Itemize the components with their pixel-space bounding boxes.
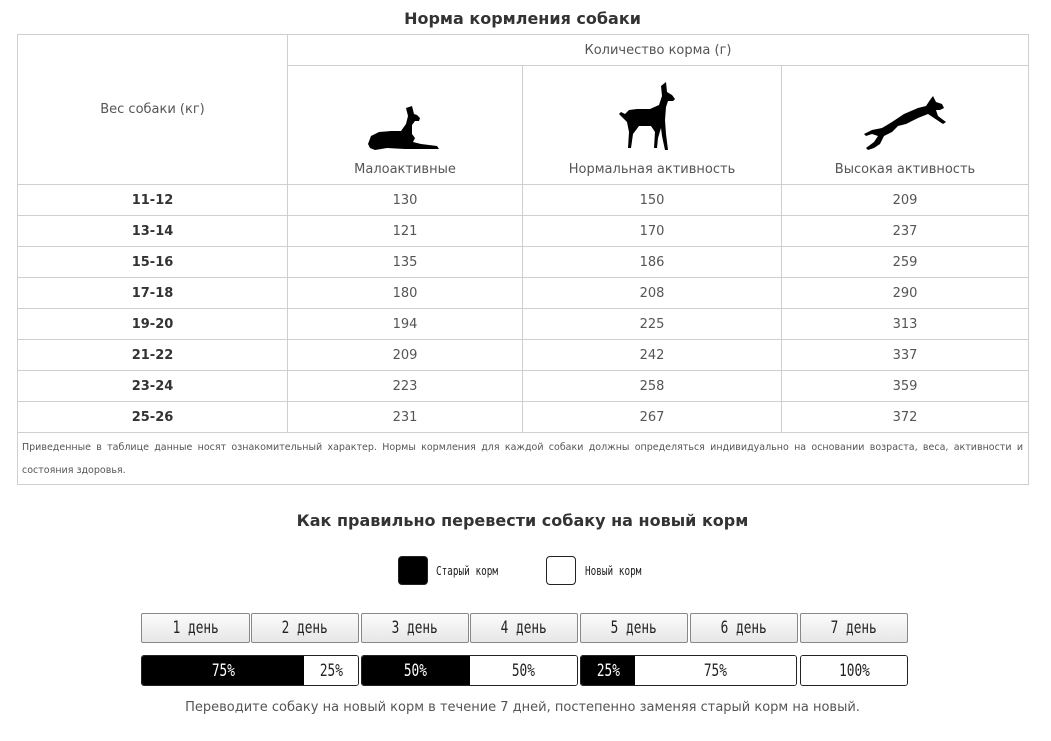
table-note: Приведенные в таблице данные носят ознакомительный характер. Нормы кормления для каждой собаки должны определяться индивидуально на основании возраста, веса, активности и состояния здоровья. xyxy=(18,433,1029,485)
high-cell: 337 xyxy=(782,340,1029,371)
day-label: 6 день xyxy=(720,618,768,638)
table-row xyxy=(18,371,1029,402)
table-row xyxy=(18,309,1029,340)
weight-header: Вес собаки (кг) xyxy=(18,35,288,185)
table-row xyxy=(18,185,1029,216)
activity-high-header xyxy=(782,66,1029,185)
feeding-table-title: Норма кормления собаки xyxy=(404,9,641,28)
old-food-label: Старый корм xyxy=(436,564,498,578)
high-cell: 290 xyxy=(782,278,1029,309)
normal-cell: 208 xyxy=(523,278,782,309)
weight-cell: 21-22 xyxy=(18,340,288,371)
day-label: 7 день xyxy=(830,618,878,638)
activity-normal-header xyxy=(523,66,782,185)
weight-cell: 11-12 xyxy=(18,185,288,216)
new-food-segment xyxy=(635,656,796,685)
table-row xyxy=(18,216,1029,247)
normal-cell: 242 xyxy=(523,340,782,371)
high-cell: 259 xyxy=(782,247,1029,278)
mix-bar-days-3-4 xyxy=(361,655,578,686)
old-pct-label: 25% xyxy=(596,660,620,681)
activity-low-header xyxy=(288,66,523,185)
new-pct-label: 25% xyxy=(319,660,343,681)
old-food-segment xyxy=(581,656,635,685)
day-label: 4 день xyxy=(500,618,548,638)
weight-cell: 19-20 xyxy=(18,309,288,340)
new-food-segment xyxy=(801,656,907,685)
old-pct-label: 75% xyxy=(211,660,235,681)
activity-high-label: Высокая активность xyxy=(834,162,976,177)
transition-title: Как правильно перевести собаку на новый корм xyxy=(296,511,749,530)
normal-cell: 267 xyxy=(523,402,782,433)
new-food-swatch xyxy=(546,556,576,585)
day-button-4[interactable] xyxy=(470,613,578,643)
new-food-segment xyxy=(470,656,578,685)
mix-bar-day-7 xyxy=(800,655,908,686)
low-cell: 194 xyxy=(288,309,523,340)
weight-cell: 15-16 xyxy=(18,247,288,278)
table-row xyxy=(18,402,1029,433)
jumping-dog-icon xyxy=(862,94,948,154)
mix-bar-days-5-6 xyxy=(580,655,797,686)
lying-dog-icon xyxy=(365,104,445,154)
high-cell: 209 xyxy=(782,185,1029,216)
old-pct-label: 50% xyxy=(404,660,428,681)
day-button-1[interactable] xyxy=(141,613,250,643)
day-label: 3 день xyxy=(391,618,439,638)
table-row xyxy=(18,247,1029,278)
old-food-swatch xyxy=(398,556,428,585)
high-cell: 313 xyxy=(782,309,1029,340)
table-row xyxy=(18,340,1029,371)
feeding-table xyxy=(17,34,1029,485)
new-pct-label: 50% xyxy=(511,660,535,681)
normal-cell: 170 xyxy=(523,216,782,247)
transition-footer: Переводите собаку на новый корм в течение 7 дней, постепенно заменяя старый корм на новый. xyxy=(185,700,860,715)
weight-cell: 25-26 xyxy=(18,402,288,433)
new-food-label: Новый корм xyxy=(585,564,642,578)
day-label: 1 день xyxy=(172,618,219,638)
amount-header: Количество корма (г) xyxy=(288,35,1029,66)
day-button-5[interactable] xyxy=(580,613,688,643)
new-pct-label: 75% xyxy=(703,660,727,681)
low-cell: 231 xyxy=(288,402,523,433)
normal-cell: 225 xyxy=(523,309,782,340)
day-label: 5 день xyxy=(610,618,658,638)
weight-cell: 23-24 xyxy=(18,371,288,402)
mix-bar-days-1-2 xyxy=(141,655,359,686)
new-food-segment xyxy=(304,656,358,685)
day-button-3[interactable] xyxy=(361,613,469,643)
normal-cell: 150 xyxy=(523,185,782,216)
high-cell: 237 xyxy=(782,216,1029,247)
low-cell: 121 xyxy=(288,216,523,247)
normal-cell: 258 xyxy=(523,371,782,402)
day-button-2[interactable] xyxy=(251,613,359,643)
weight-cell: 17-18 xyxy=(18,278,288,309)
old-food-segment xyxy=(362,656,470,685)
low-cell: 223 xyxy=(288,371,523,402)
day-button-6[interactable] xyxy=(690,613,798,643)
low-cell: 180 xyxy=(288,278,523,309)
day-label: 2 день xyxy=(281,618,329,638)
weight-cell: 13-14 xyxy=(18,216,288,247)
low-cell: 209 xyxy=(288,340,523,371)
old-food-segment xyxy=(142,656,304,685)
normal-cell: 186 xyxy=(523,247,782,278)
standing-dog-icon xyxy=(617,82,687,154)
high-cell: 372 xyxy=(782,402,1029,433)
table-row xyxy=(18,278,1029,309)
activity-normal-label: Нормальная активность xyxy=(568,162,736,177)
day-button-7[interactable] xyxy=(800,613,908,643)
activity-low-label: Малоактивные xyxy=(354,162,456,177)
new-pct-label: 100% xyxy=(838,660,870,681)
high-cell: 359 xyxy=(782,371,1029,402)
low-cell: 135 xyxy=(288,247,523,278)
low-cell: 130 xyxy=(288,185,523,216)
